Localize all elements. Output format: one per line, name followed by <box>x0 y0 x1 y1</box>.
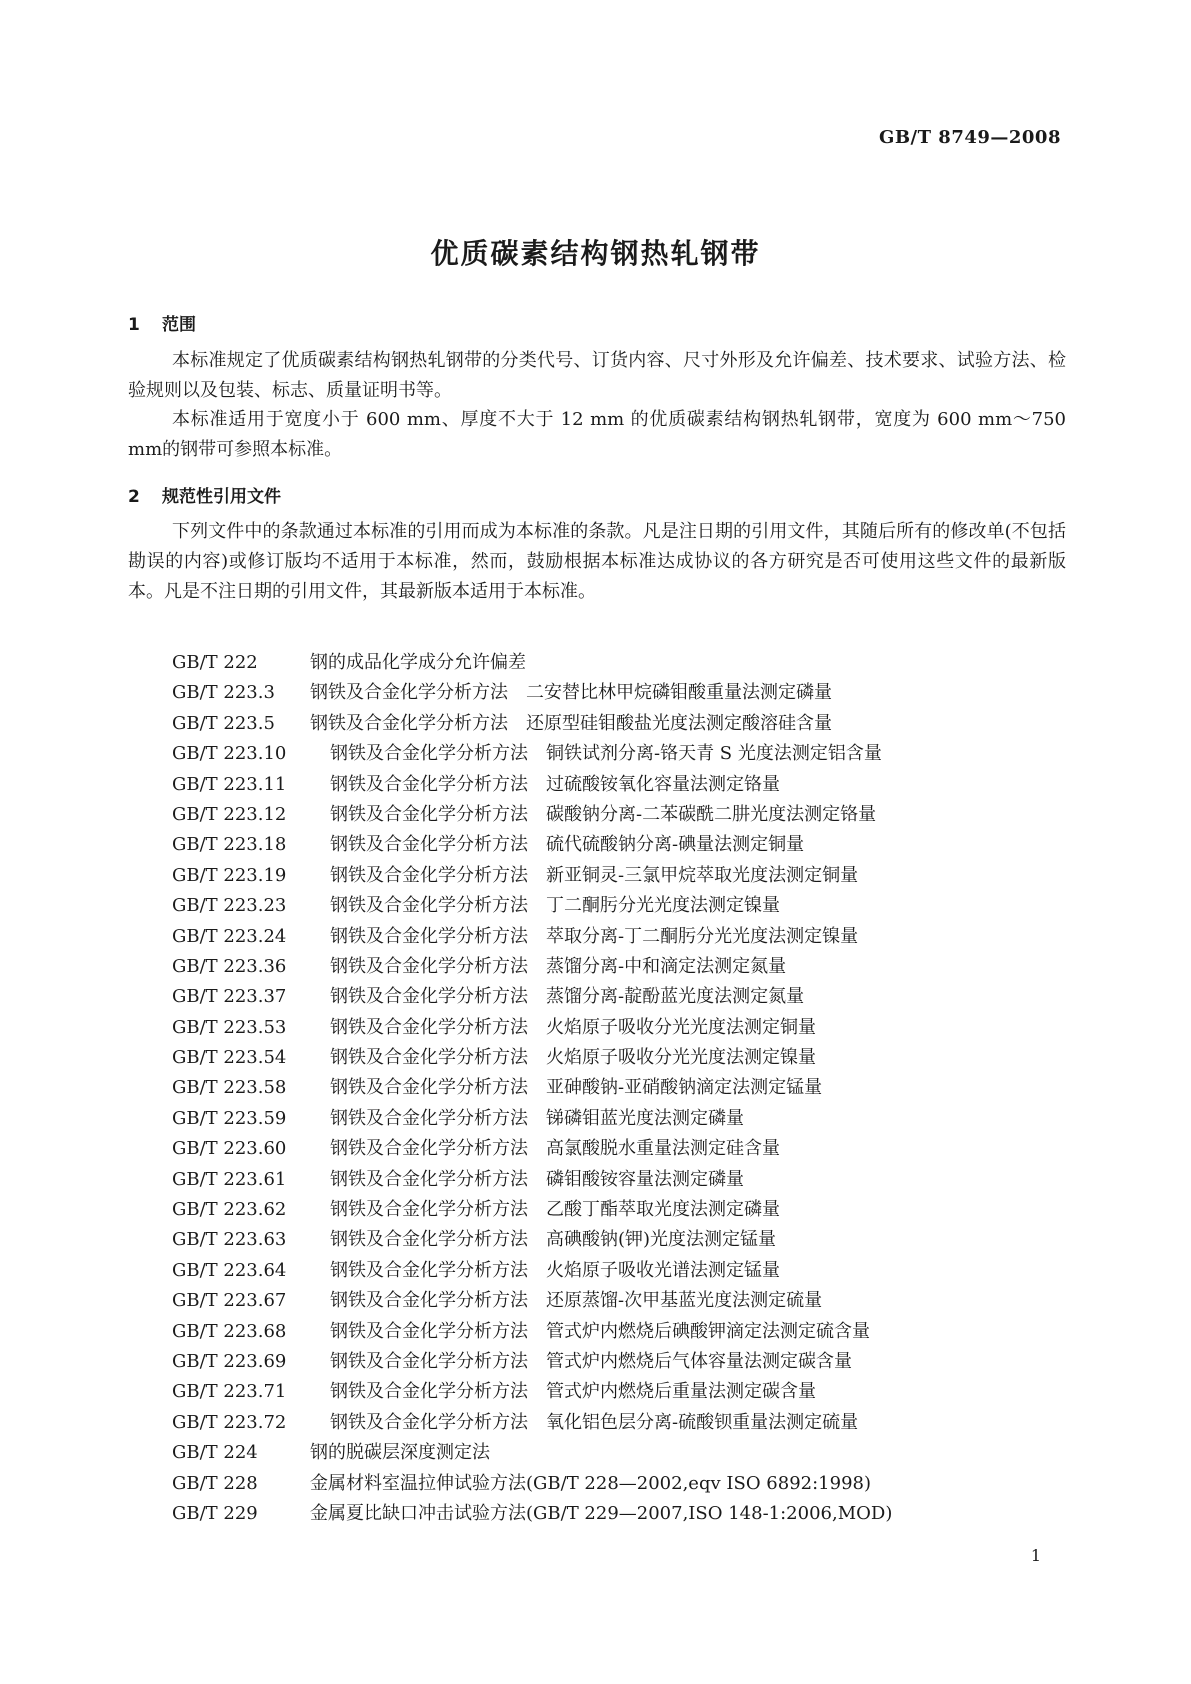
reference-item <box>172 1256 1072 1286</box>
reference-code: GB/T 223.24 <box>172 925 287 947</box>
reference-code: GB/T 223.3 <box>172 682 275 704</box>
reference-code: GB/T 223.71 <box>172 1381 287 1403</box>
reference-item <box>172 1043 1072 1073</box>
reference-item <box>172 1134 1072 1164</box>
reference-code: GB/T 223.64 <box>172 1259 287 1281</box>
reference-title: 钢铁及合金化学分析方法 磷钼酸铵容量法测定磷量 <box>330 1168 744 1190</box>
reference-item <box>172 709 1072 739</box>
reference-code: GB/T 224 <box>172 1442 258 1464</box>
document-title: 优质碳素结构钢热轧钢带 <box>430 237 761 270</box>
reference-code: GB/T 223.58 <box>172 1077 287 1099</box>
reference-item <box>172 1317 1072 1347</box>
reference-item <box>172 1438 1072 1468</box>
reference-code: GB/T 223.54 <box>172 1047 287 1069</box>
reference-item <box>172 1013 1072 1043</box>
reference-title: 钢铁及合金化学分析方法 管式炉内燃烧后碘酸钾滴定法测定硫含量 <box>330 1320 870 1342</box>
reference-code: GB/T 223.61 <box>172 1168 287 1190</box>
section-2-heading <box>128 482 281 507</box>
reference-code: GB/T 223.69 <box>172 1350 287 1372</box>
reference-item <box>172 982 1072 1012</box>
reference-code: GB/T 223.19 <box>172 864 287 886</box>
reference-item <box>172 648 1072 678</box>
reference-code: GB/T 223.59 <box>172 1107 287 1129</box>
reference-code: GB/T 223.10 <box>172 743 287 765</box>
reference-title: 钢铁及合金化学分析方法 新亚铜灵-三氯甲烷萃取光度法测定铜量 <box>330 864 859 886</box>
reference-title: 钢铁及合金化学分析方法 管式炉内燃烧后重量法测定碳含量 <box>330 1381 816 1403</box>
reference-title: 钢铁及合金化学分析方法 碳酸钠分离-二苯碳酰二肼光度法测定铬量 <box>330 803 877 825</box>
reference-title: 钢铁及合金化学分析方法 亚砷酸钠-亚硝酸钠滴定法测定锰量 <box>330 1077 823 1099</box>
reference-item <box>172 1225 1072 1255</box>
reference-title: 钢铁及合金化学分析方法 还原蒸馏-次甲基蓝光度法测定硫量 <box>330 1290 823 1312</box>
reference-code: GB/T 223.18 <box>172 834 287 856</box>
reference-code: GB/T 223.23 <box>172 895 287 917</box>
reference-title: 钢铁及合金化学分析方法 蒸馏分离-中和滴定法测定氮量 <box>330 955 787 977</box>
reference-code: GB/T 222 <box>172 652 258 673</box>
reference-item <box>172 800 1072 830</box>
reference-title: 钢铁及合金化学分析方法 火焰原子吸收分光光度法测定铜量 <box>330 1016 816 1038</box>
section-1-heading <box>128 310 196 335</box>
reference-item <box>172 922 1072 952</box>
reference-item <box>172 1469 1072 1499</box>
section-title: 规范性引用文件 <box>162 487 281 507</box>
reference-code: GB/T 223.53 <box>172 1016 287 1038</box>
reference-code: GB/T 223.72 <box>172 1411 287 1433</box>
reference-item <box>172 952 1072 982</box>
reference-title: 钢铁及合金化学分析方法 火焰原子吸收分光光度法测定镍量 <box>330 1047 816 1069</box>
reference-item <box>172 1104 1072 1134</box>
reference-item <box>172 1377 1072 1407</box>
reference-item <box>172 1165 1072 1195</box>
reference-title: 钢铁及合金化学分析方法 火焰原子吸收光谱法测定锰量 <box>330 1259 780 1281</box>
reference-item <box>172 861 1072 891</box>
reference-item <box>172 891 1072 921</box>
reference-title: 钢的成品化学成分允许偏差 <box>310 652 526 673</box>
reference-title: 钢铁及合金化学分析方法 二安替比林甲烷磷钼酸重量法测定磷量 <box>310 682 832 704</box>
reference-title: 钢铁及合金化学分析方法 高氯酸脱水重量法测定硅含量 <box>330 1138 780 1160</box>
reference-title: 钢铁及合金化学分析方法 萃取分离-丁二酮肟分光光度法测定镍量 <box>330 925 859 947</box>
reference-title: 钢铁及合金化学分析方法 铜铁试剂分离-铬天青 S 光度法测定铝含量 <box>330 743 882 765</box>
section-1-paragraph-1: 本标准规定了优质碳素结构钢热轧钢带的分类代号、订货内容、尺寸外形及允许偏差、技术要求、试验方法、检验规则以及包装、标志、质量证明书等。 <box>128 350 1066 401</box>
reference-item <box>172 1286 1072 1316</box>
reference-title: 钢铁及合金化学分析方法 硫代硫酸钠分离-碘量法测定铜量 <box>330 834 805 856</box>
reference-item <box>172 739 1072 769</box>
reference-code: GB/T 223.11 <box>172 773 287 795</box>
page-number: 1 <box>1030 1546 1041 1565</box>
reference-title: 钢铁及合金化学分析方法 还原型硅钼酸盐光度法测定酸溶硅含量 <box>310 712 832 734</box>
section-number: 1 <box>128 315 140 335</box>
section-title: 范围 <box>162 315 196 335</box>
reference-item <box>172 1347 1072 1377</box>
reference-item <box>172 830 1072 860</box>
reference-code: GB/T 223.12 <box>172 803 287 825</box>
reference-code: GB/T 223.62 <box>172 1199 287 1221</box>
section-number: 2 <box>128 487 140 507</box>
reference-code: GB/T 223.68 <box>172 1320 287 1342</box>
reference-title: 钢铁及合金化学分析方法 蒸馏分离-靛酚蓝光度法测定氮量 <box>330 986 805 1008</box>
reference-code: GB/T 223.60 <box>172 1138 287 1160</box>
reference-item <box>172 1195 1072 1225</box>
reference-title: 钢铁及合金化学分析方法 乙酸丁酯萃取光度法测定磷量 <box>330 1199 780 1221</box>
reference-title: 钢铁及合金化学分析方法 锑磷钼蓝光度法测定磷量 <box>330 1107 744 1129</box>
normative-reference-list <box>172 648 1072 1529</box>
standard-number: GB/T 8749—2008 <box>878 127 1061 148</box>
section-1-paragraph-2: 本标准适用于宽度小于 600 mm、厚度不大于 12 mm 的优质碳素结构钢热轧钢带，宽度为 600 mm～750 mm的钢带可参照本标准。 <box>128 409 1066 460</box>
reference-item <box>172 1073 1072 1103</box>
reference-item <box>172 678 1072 708</box>
reference-title: 钢的脱碳层深度测定法 <box>310 1442 490 1464</box>
reference-code: GB/T 223.63 <box>172 1229 287 1251</box>
reference-item <box>172 770 1072 800</box>
reference-code: GB/T 223.5 <box>172 712 275 734</box>
reference-title: 钢铁及合金化学分析方法 氧化铝色层分离-硫酸钡重量法测定硫量 <box>330 1411 859 1433</box>
reference-code: GB/T 223.37 <box>172 986 287 1008</box>
reference-title: 钢铁及合金化学分析方法 高碘酸钠(钾)光度法测定锰量 <box>330 1229 777 1251</box>
reference-code: GB/T 229 <box>172 1502 258 1524</box>
reference-item <box>172 1408 1072 1438</box>
reference-code: GB/T 228 <box>172 1472 258 1494</box>
reference-title: 金属夏比缺口冲击试验方法(GB/T 229—2007,ISO 148-1:2006,MOD) <box>310 1502 893 1524</box>
reference-title: 钢铁及合金化学分析方法 丁二酮肟分光光度法测定镍量 <box>330 895 780 917</box>
reference-item <box>172 1499 1072 1529</box>
reference-code: GB/T 223.67 <box>172 1290 287 1312</box>
reference-code: GB/T 223.36 <box>172 955 287 977</box>
reference-title: 金属材料室温拉伸试验方法(GB/T 228—2002,eqv ISO 6892:1998) <box>310 1472 871 1494</box>
reference-title: 钢铁及合金化学分析方法 管式炉内燃烧后气体容量法测定碳含量 <box>330 1350 852 1372</box>
section-2-paragraph-1: 下列文件中的条款通过本标准的引用而成为本标准的条款。凡是注日期的引用文件，其随后所有的修改单(不包括勘误的内容)或修订版均不适用于本标准，然而，鼓励根据本标准达成协议的各方研究是否可使用这些文件的最新版本。凡是不注日期的引用文件，其最新版本适用于本标准。 <box>128 521 1066 602</box>
reference-title: 钢铁及合金化学分析方法 过硫酸铵氧化容量法测定铬量 <box>330 773 780 795</box>
